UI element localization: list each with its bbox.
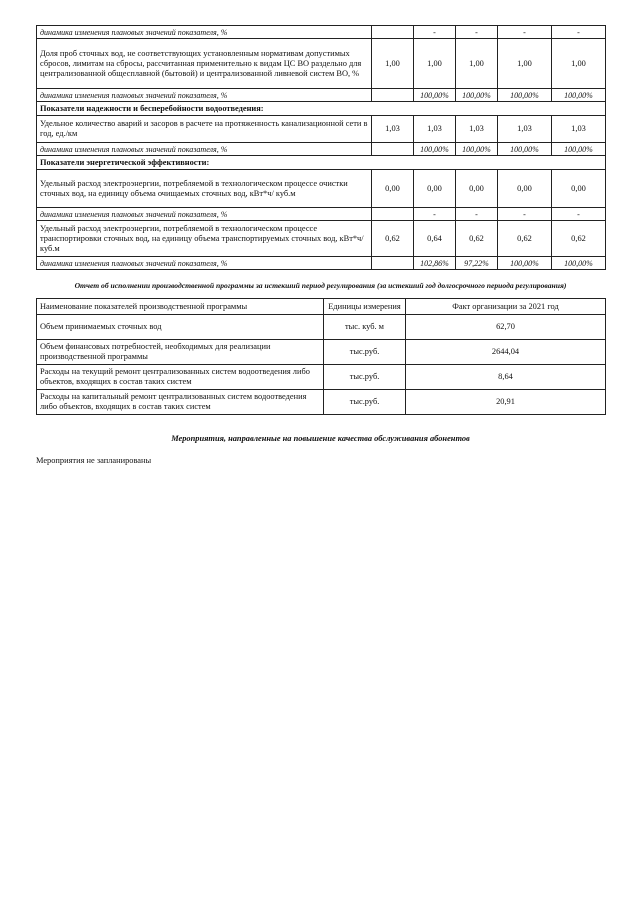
section-heading: Показатели энергетической эффективности: — [37, 156, 606, 170]
value-cell: 1,00 — [456, 39, 498, 89]
value-cell: - — [414, 208, 456, 221]
indicators-table — [36, 25, 606, 270]
report-value: 2644,04 — [406, 340, 606, 365]
indicator-label: Удельное количество аварий и засоров в расчете на протяженность канализационной сети в год, ед./км — [37, 116, 372, 143]
value-cell: 100,00% — [456, 89, 498, 102]
header-cell: Наименование показателей производственной программы — [37, 299, 324, 315]
dynamics-row — [37, 143, 606, 156]
dynamics-label: динамика изменения плановых значений показателя, % — [37, 26, 372, 39]
report-header-row — [37, 299, 606, 315]
report-value: 62,70 — [406, 315, 606, 340]
value-cell: 1,03 — [456, 116, 498, 143]
dynamics-row — [37, 26, 606, 39]
dynamics-label: динамика изменения плановых значений показателя, % — [37, 143, 372, 156]
value-cell: 0,62 — [552, 221, 606, 257]
value-cell: 1,00 — [414, 39, 456, 89]
value-cell — [372, 257, 414, 270]
value-cell: 100,00% — [498, 257, 552, 270]
value-cell: - — [498, 26, 552, 39]
dynamics-label: динамика изменения плановых значений показателя, % — [37, 89, 372, 102]
value-cell: - — [456, 208, 498, 221]
report-value: 8,64 — [406, 365, 606, 390]
section-heading: Показатели надежности и бесперебойности водоотведения: — [37, 102, 606, 116]
value-cell: 1,03 — [414, 116, 456, 143]
header-cell: Факт организации за 2021 год — [406, 299, 606, 315]
value-cell: - — [498, 208, 552, 221]
section-row — [37, 156, 606, 170]
value-cell — [372, 208, 414, 221]
value-cell — [372, 89, 414, 102]
report-unit: тыс.руб. — [324, 365, 406, 390]
value-cell: 100,00% — [552, 89, 606, 102]
indicator-row — [37, 116, 606, 143]
value-cell: 0,62 — [498, 221, 552, 257]
report-table — [36, 298, 606, 415]
section-row — [37, 102, 606, 116]
value-cell: - — [552, 208, 606, 221]
report-unit: тыс.руб. — [324, 390, 406, 415]
events-heading: Мероприятия, направленные на повышение качества обслуживания абонентов — [171, 434, 470, 443]
dynamics-label: динамика изменения плановых значений показателя, % — [37, 208, 372, 221]
indicator-row — [37, 221, 606, 257]
dynamics-label: динамика изменения плановых значений показателя, % — [37, 257, 372, 270]
report-unit: тыс.руб. — [324, 340, 406, 365]
value-cell: 1,03 — [552, 116, 606, 143]
indicator-row — [37, 39, 606, 89]
report-value: 20,91 — [406, 390, 606, 415]
value-cell: 0,00 — [414, 170, 456, 208]
value-cell: 100,00% — [456, 143, 498, 156]
value-cell: 1,03 — [498, 116, 552, 143]
report-name: Расходы на текущий ремонт централизованных систем водоотведения либо объектов, входящих в состав таких систем — [37, 365, 324, 390]
report-name: Объем финансовых потребностей, необходимых для реализации производственной программы — [37, 340, 324, 365]
report-row — [37, 390, 606, 415]
value-cell: 0,62 — [456, 221, 498, 257]
events-text: Мероприятия не запланированы — [36, 456, 152, 465]
value-cell: 0,62 — [372, 221, 414, 257]
value-cell: 100,00% — [498, 143, 552, 156]
report-name: Объем принимаемых сточных вод — [37, 315, 324, 340]
value-cell: 0,00 — [456, 170, 498, 208]
value-cell: 100,00% — [552, 257, 606, 270]
value-cell: 100,00% — [552, 143, 606, 156]
dynamics-row — [37, 208, 606, 221]
value-cell: 100,00% — [414, 89, 456, 102]
value-cell: 0,64 — [414, 221, 456, 257]
report-row — [37, 340, 606, 365]
value-cell — [372, 26, 414, 39]
value-cell: 97,22% — [456, 257, 498, 270]
report-unit: тыс. куб. м — [324, 315, 406, 340]
report-row — [37, 315, 606, 340]
value-cell: - — [456, 26, 498, 39]
value-cell: 0,00 — [372, 170, 414, 208]
value-cell: 0,00 — [498, 170, 552, 208]
value-cell: - — [414, 26, 456, 39]
value-cell: 1,00 — [498, 39, 552, 89]
value-cell: 1,00 — [372, 39, 414, 89]
report-title: Отчет об исполнении производственной программы за истекший период регулирования (за истекший год долгосрочного периода регулирования) — [74, 281, 567, 290]
value-cell: 1,03 — [372, 116, 414, 143]
indicator-label: Удельный расход электроэнергии, потребляемой в технологическом процессе очистки сточных вод, на единицу объема очищаемых сточных вод, кВт*ч/ куб.м — [37, 170, 372, 208]
indicator-label: Доля проб сточных вод, не соответствующих установленным нормативам допустимых сбросов, лимитам на сбросы, рассчитанная применительно к видам ЦС ВО раздельно для централизованной общесплавной (бытовой) и централизованной ливневой систем ВО, % — [37, 39, 372, 89]
value-cell: 100,00% — [498, 89, 552, 102]
dynamics-row — [37, 257, 606, 270]
value-cell: 102,86% — [414, 257, 456, 270]
indicator-row — [37, 170, 606, 208]
report-row — [37, 365, 606, 390]
value-cell: - — [552, 26, 606, 39]
value-cell: 0,00 — [552, 170, 606, 208]
value-cell: 100,00% — [414, 143, 456, 156]
report-name: Расходы на капитальный ремонт централизованных систем водоотведения либо объектов, входящих в состав таких систем — [37, 390, 324, 415]
header-cell: Единицы измерения — [324, 299, 406, 315]
dynamics-row — [37, 89, 606, 102]
value-cell — [372, 143, 414, 156]
value-cell: 1,00 — [552, 39, 606, 89]
indicator-label: Удельный расход электроэнергии, потребляемой в технологическом процессе транспортировки сточных вод, на единицу объема транспортируемых сточных вод, кВт*ч/ куб.м — [37, 221, 372, 257]
